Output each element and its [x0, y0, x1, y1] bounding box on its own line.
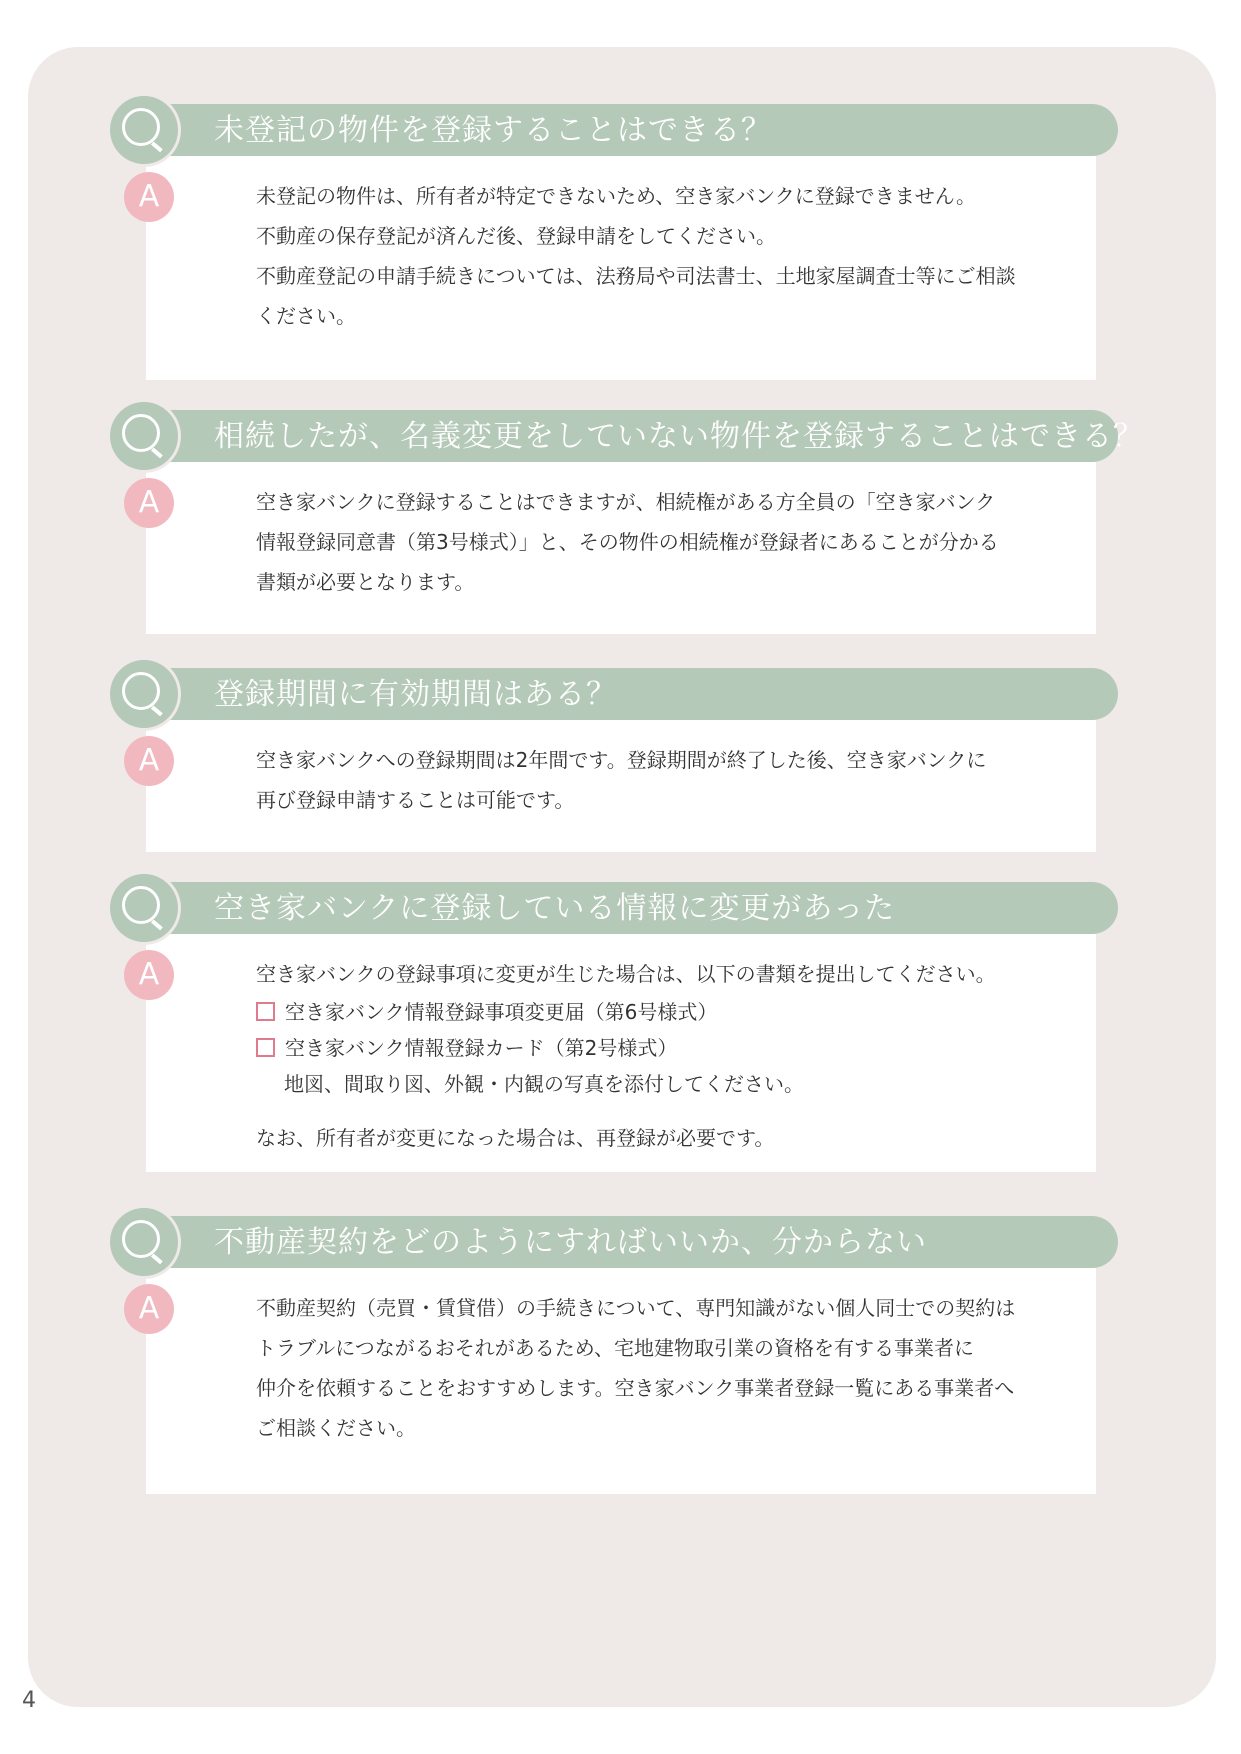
checkbox-icon: [256, 1002, 275, 1021]
answer-line: 書類が必要となります。: [256, 570, 475, 594]
answer-line: 空き家バンクへの登録期間は2年間です。登録期間が終了した後、空き家バンクに: [256, 748, 987, 772]
answer-badge: A: [124, 478, 174, 528]
answer-line: 未登記の物件は、所有者が特定できないため、空き家バンクに登録できません。: [256, 184, 976, 208]
answer-box: [146, 720, 1096, 852]
q-mark-icon: [122, 1220, 160, 1258]
answer-line: 情報登録同意書（第3号様式）」と、その物件の相続権が登録者にあることが分かる: [256, 530, 999, 554]
checklist-label: 空き家バンク情報登録事項変更届（第6号様式）: [285, 1000, 718, 1024]
question-badge: [110, 660, 178, 728]
question-badge: [110, 96, 178, 164]
answer-line: ください。: [256, 304, 356, 328]
answer-text: [256, 1288, 1106, 1448]
question-badge: [110, 1208, 178, 1276]
question-text: 未登記の物件を登録することはできる？: [214, 113, 772, 148]
answer-badge: A: [124, 1284, 174, 1334]
checkbox-icon: [256, 1038, 275, 1057]
answer-line: 再び登録申請することは可能です。: [256, 788, 575, 812]
answer-line: 不動産登記の申請手続きについては、法務局や司法書士、土地家屋調査士等にご相談: [256, 264, 1016, 288]
checklist-note: 地図、間取り図、外観・内観の写真を添付してください。: [284, 1072, 804, 1096]
answer-box: [146, 934, 1096, 1172]
answer-text: [256, 954, 1106, 1158]
answer-line: トラブルにつながるおそれがあるため、宅地建物取引業の資格を有する事業者に: [256, 1336, 974, 1360]
answer-box: [146, 462, 1096, 634]
answer-text: [256, 176, 1106, 336]
page-number: 4: [22, 1688, 36, 1713]
question-text: 相続したが、名義変更をしていない物件を登録することはできる？: [214, 419, 1144, 454]
checklist-item: [256, 1030, 1106, 1066]
answer-intro: 空き家バンクの登録事項に変更が生じた場合は、以下の書類を提出してください。: [256, 962, 996, 986]
q-mark-icon: [122, 108, 160, 146]
answer-line: 仲介を依頼することをおすすめします。空き家バンク事業者登録一覧にある事業者へ: [256, 1376, 1015, 1400]
checklist-label: 空き家バンク情報登録カード（第2号様式）: [285, 1036, 678, 1060]
checklist-item: [256, 994, 1106, 1030]
answer-badge: A: [124, 950, 174, 1000]
q-mark-icon: [122, 414, 160, 452]
question-text: 登録期間に有効期間はある？: [214, 677, 617, 712]
answer-line: ご相談ください。: [256, 1416, 416, 1440]
answer-line: 空き家バンクに登録することはできますが、相続権がある方全員の「空き家バンク: [256, 490, 996, 514]
q-mark-icon: [122, 886, 160, 924]
answer-text: [256, 482, 1106, 602]
question-text: 空き家バンクに登録している情報に変更があった: [214, 891, 896, 926]
spacer: [256, 1102, 1106, 1118]
answer-line: 不動産の保存登記が済んだ後、登録申請をしてください。: [256, 224, 776, 248]
answer-box: [146, 1268, 1096, 1494]
question-badge: [110, 402, 178, 470]
answer-line: 不動産契約（売買・賃貸借）の手続きについて、専門知識がない個人同士での契約は: [256, 1296, 1016, 1320]
answer-text: [256, 740, 1106, 820]
answer-badge: A: [124, 736, 174, 786]
q-mark-icon: [122, 672, 160, 710]
answer-badge: A: [124, 172, 174, 222]
question-badge: [110, 874, 178, 942]
answer-box: [146, 156, 1096, 380]
answer-outro: なお、所有者が変更になった場合は、再登録が必要です。: [256, 1126, 775, 1150]
question-text: 不動産契約をどのようにすればいいか、分からない: [214, 1225, 927, 1260]
